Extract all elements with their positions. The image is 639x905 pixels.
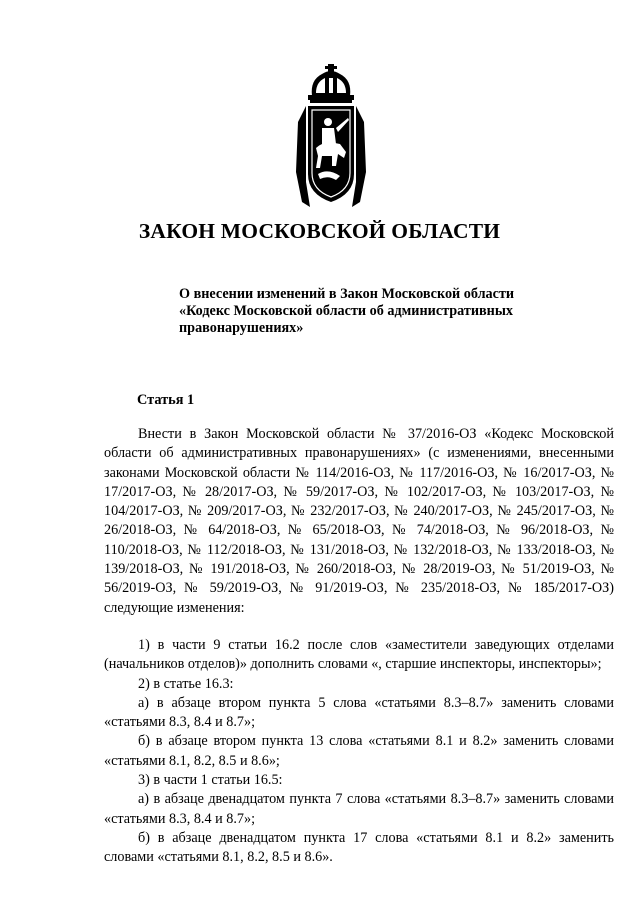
amendment-item: 3) в части 1 статьи 16.5: (138, 772, 283, 789)
paragraph-spacer (104, 618, 614, 636)
intro-paragraph: Внести в Закон Московской области № 37/2016-ОЗ «Кодекс Московской области об административных правонарушениях» (с изменениями, внесенными законами Московской области № 114/2016-ОЗ, № 117/2016-ОЗ, № 16/2017-ОЗ, № 17/2017-ОЗ, № 28/2017-ОЗ, № 59/2017-ОЗ, № 102/2017-ОЗ, № 103/2017-ОЗ, № 104/2017-ОЗ, № 209/2017-ОЗ, № 232/2017-ОЗ, № 240/2017-ОЗ, № 245/2017-ОЗ, № 26/2018-ОЗ, № 64/2018-ОЗ, № 65/2018-ОЗ, № 74/2018-ОЗ, № 96/2018-ОЗ, № 110/2018-ОЗ, № 112/2018-ОЗ, № 131/2018-ОЗ, № 132/2018-ОЗ, № 133/2018-ОЗ, № 139/2018-ОЗ, № 191/2018-ОЗ, № 260/2018-ОЗ, № 28/2019-ОЗ, № 51/2019-ОЗ, № 56/2019-ОЗ, № 59/2019-ОЗ, № 91/2019-ОЗ, № 235/2018-ОЗ, № 185/2017-ОЗ) следующие изменения: (104, 426, 614, 616)
article-body (104, 425, 614, 868)
document-title: ЗАКОН МОСКОВСКОЙ ОБЛАСТИ (138, 219, 501, 243)
subtitle-line: «Кодекс Московской области об административных (179, 303, 514, 319)
amendment-item: б) в абзаце двенадцатом пункта 17 слова «статьями 8.1 и 8.2» заменить словами «статьями 8.1, 8.2, 8.5 и 8.6». (104, 829, 614, 866)
article-heading: Статья 1 (137, 392, 195, 408)
document-subtitle (179, 286, 579, 337)
subtitle-line: О внесении изменений в Закон Московской области (179, 286, 515, 302)
moscow-oblast-coat-of-arms-icon (292, 62, 370, 210)
amendment-item: 1) в части 9 статьи 16.2 после слов «заместители заведующих отделами (начальников отделов)» дополнить словами «, старшие инспекторы, инспекторы»; (104, 636, 614, 673)
amendment-item: а) в абзаце двенадцатом пункта 7 слова «статьями 8.3–8.7» заменить словами «статьями 8.3, 8.4 и 8.7»; (104, 791, 614, 827)
amendment-item: б) в абзаце втором пункта 13 слова «статьями 8.1 и 8.2» заменить словами «статьями 8.1, 8.2, 8.5 и 8.6»; (104, 733, 614, 769)
amendment-item: 2) в статье 16.3: (138, 675, 234, 692)
subtitle-line: правонарушениях» (179, 320, 304, 336)
amendment-item: а) в абзаце втором пункта 5 слова «статьями 8.3–8.7» заменить словами «статьями 8.3, 8.4 и 8.7»; (104, 694, 614, 731)
